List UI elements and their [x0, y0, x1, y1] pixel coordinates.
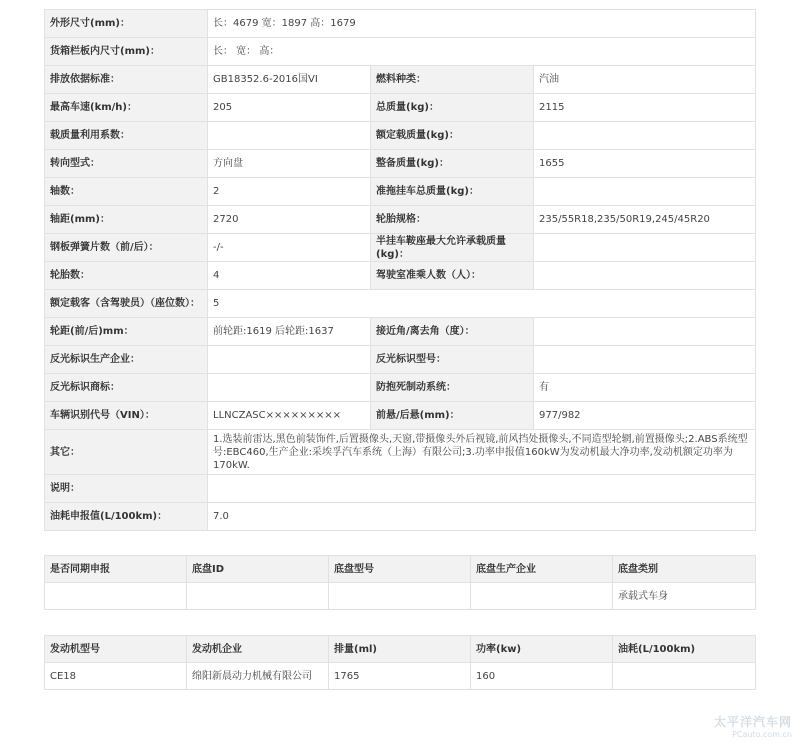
spec-row: [45, 178, 756, 206]
reflector-model-value: [534, 346, 756, 374]
trailer-mass-label: 准拖挂车总质量(kg)：: [371, 178, 534, 206]
engine-cell: [613, 663, 756, 690]
dims-label: 外形尺寸(mm)：: [45, 10, 208, 38]
note-value: [208, 475, 756, 503]
steering-label: 转向型式：: [45, 150, 208, 178]
vin-value: LLNCZASC×××××××××: [208, 402, 371, 430]
spec-row: [45, 38, 756, 66]
abs-label: 防抱死制动系统：: [371, 374, 534, 402]
tire-count-label: 轮胎数：: [45, 262, 208, 290]
spring-leaves-value: -/-: [208, 234, 371, 262]
spec-row: [45, 430, 756, 475]
load-util-value: [208, 122, 371, 150]
watermark-text: 太平洋汽车网: [713, 715, 792, 729]
reflector-mark-label: 反光标识商标：: [45, 374, 208, 402]
axles-label: 轴数：: [45, 178, 208, 206]
wheelbase-label: 轴距(mm)：: [45, 206, 208, 234]
spec-row: [45, 475, 756, 503]
spec-row: [45, 122, 756, 150]
spec-row: [45, 503, 756, 531]
tire-spec-value: 235/55R18,235/50R19,245/45R20: [534, 206, 756, 234]
chassis-cell: [471, 583, 613, 610]
overhang-value: 977/982: [534, 402, 756, 430]
spec-row: [45, 94, 756, 122]
abs-value: 有: [534, 374, 756, 402]
section-spacer: [44, 531, 755, 555]
spec-row: [45, 150, 756, 178]
curb-mass-value: 1655: [534, 150, 756, 178]
spec-row: [45, 402, 756, 430]
wheelbase-value: 2720: [208, 206, 371, 234]
saddle-load-label: 半挂车鞍座最大允许承载质量(kg)：: [371, 234, 534, 262]
tire-count-value: 4: [208, 262, 371, 290]
max-speed-value: 205: [208, 94, 371, 122]
emission-label: 排放依据标准：: [45, 66, 208, 94]
angle-label: 接近角/离去角（度）：: [371, 318, 534, 346]
other-label: 其它：: [45, 430, 208, 475]
chassis-data-row: [45, 583, 756, 610]
emission-value: GB18352.6-2016国VI: [208, 66, 371, 94]
reflector-mark-value: [208, 374, 371, 402]
curb-mass-label: 整备质量(kg)：: [371, 150, 534, 178]
seats-label: 额定载客（含驾驶员）（座位数）：: [45, 290, 208, 318]
engine-header-row: [45, 636, 756, 663]
engine-header-cell: 油耗(L/100km): [613, 636, 756, 663]
fuel-type-value: 汽油: [534, 66, 756, 94]
spec-table: [44, 9, 756, 531]
fuel-consumption-value: 7.0: [208, 503, 756, 531]
spec-row: [45, 206, 756, 234]
rated-load-label: 额定载质量(kg)：: [371, 122, 534, 150]
chassis-table: [44, 555, 756, 610]
engine-cell: 1765: [329, 663, 471, 690]
chassis-header-cell: 底盘ID: [187, 556, 329, 583]
gross-mass-value: 2115: [534, 94, 756, 122]
section-spacer: [44, 610, 755, 635]
spec-row: [45, 318, 756, 346]
cargo-dims-label: 货箱栏板内尺寸(mm)：: [45, 38, 208, 66]
engine-header-cell: 发动机企业: [187, 636, 329, 663]
engine-table: [44, 635, 756, 690]
watermark-url: PCauto.com.cn: [732, 730, 792, 739]
spring-leaves-label: 钢板弹簧片数（前/后）：: [45, 234, 208, 262]
vin-label: 车辆识别代号（VIN）：: [45, 402, 208, 430]
fuel-type-label: 燃料种类：: [371, 66, 534, 94]
load-util-label: 载质量利用系数：: [45, 122, 208, 150]
engine-header-cell: 发动机型号: [45, 636, 187, 663]
dims-value: 长：4679 宽：1897 高：1679: [208, 10, 756, 38]
engine-cell: 绵阳新晨动力机械有限公司: [187, 663, 329, 690]
reflector-maker-value: [208, 346, 371, 374]
gross-mass-label: 总质量(kg)：: [371, 94, 534, 122]
chassis-header-cell: 是否同期申报: [45, 556, 187, 583]
overhang-label: 前悬/后悬(mm)：: [371, 402, 534, 430]
track-label: 轮距(前/后)mm：: [45, 318, 208, 346]
spec-row: [45, 346, 756, 374]
note-label: 说明：: [45, 475, 208, 503]
chassis-header-row: [45, 556, 756, 583]
seats-value: 5: [208, 290, 756, 318]
engine-cell: CE18: [45, 663, 187, 690]
fuel-consumption-label: 油耗申报值(L/100km)：: [45, 503, 208, 531]
angle-value: [534, 318, 756, 346]
cargo-dims-value: 长： 宽： 高：: [208, 38, 756, 66]
other-value: 1.选装前雷达,黑色前装饰件,后置摄像头,天窗,带摄像头外后视镜,前风挡处摄像头,不同造型轮辋,前置摄像头;2.ABS系统型号:EBC460,生产企业:采埃孚汽车系统（上海）有限公司;3.功率申报值160kW为发动机最大净功率,发动机额定功率为170kW.: [208, 430, 756, 475]
spec-row: [45, 234, 756, 262]
chassis-cell: [329, 583, 471, 610]
cab-seats-label: 驾驶室准乘人数（人）：: [371, 262, 534, 290]
chassis-cell: [45, 583, 187, 610]
spec-row: [45, 66, 756, 94]
engine-data-row: [45, 663, 756, 690]
rated-load-value: [534, 122, 756, 150]
engine-header-cell: 功率(kw): [471, 636, 613, 663]
watermark-logo: [714, 713, 792, 739]
spec-row: [45, 374, 756, 402]
max-speed-label: 最高车速(km/h)：: [45, 94, 208, 122]
chassis-cell: 承载式车身: [613, 583, 756, 610]
engine-header-cell: 排量(ml): [329, 636, 471, 663]
trailer-mass-value: [534, 178, 756, 206]
engine-cell: 160: [471, 663, 613, 690]
chassis-header-cell: 底盘类别: [613, 556, 756, 583]
tire-spec-label: 轮胎规格：: [371, 206, 534, 234]
saddle-load-value: [534, 234, 756, 262]
chassis-header-cell: 底盘型号: [329, 556, 471, 583]
track-value: 前轮距:1619 后轮距:1637: [208, 318, 371, 346]
cab-seats-value: [534, 262, 756, 290]
reflector-model-label: 反光标识型号：: [371, 346, 534, 374]
reflector-maker-label: 反光标识生产企业：: [45, 346, 208, 374]
spec-row: [45, 290, 756, 318]
spec-row: [45, 262, 756, 290]
chassis-header-cell: 底盘生产企业: [471, 556, 613, 583]
document-container: [44, 9, 755, 690]
steering-value: 方向盘: [208, 150, 371, 178]
spec-row: [45, 10, 756, 38]
axles-value: 2: [208, 178, 371, 206]
chassis-cell: [187, 583, 329, 610]
